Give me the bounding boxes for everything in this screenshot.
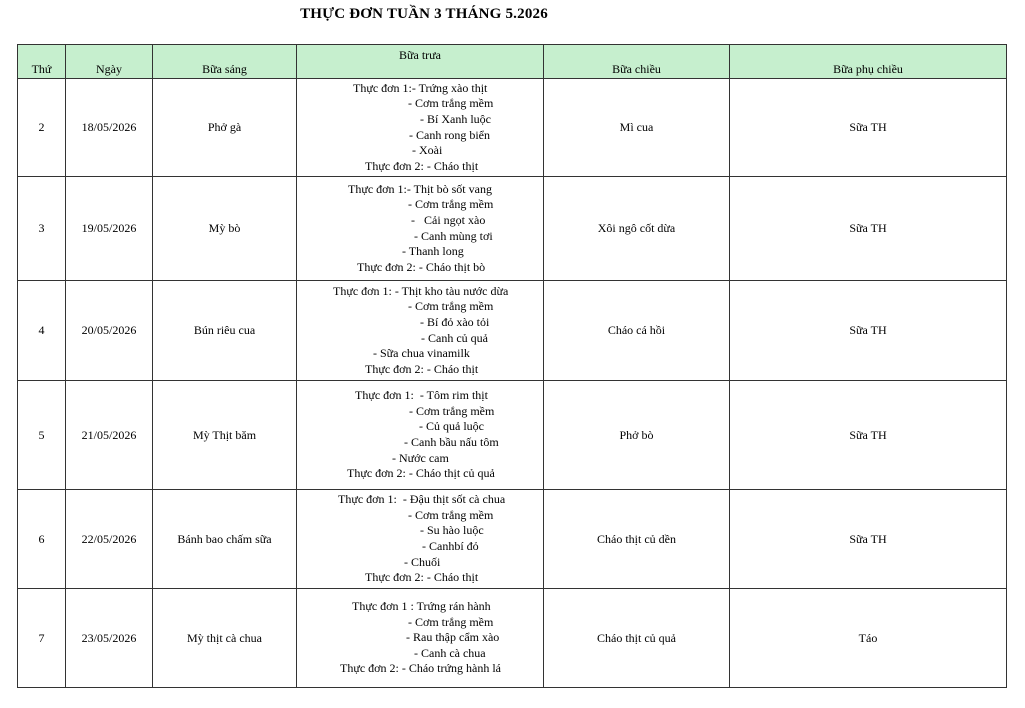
day-cell: 3 [18,177,66,281]
lunch-line: - Rau thập cẩm xào [406,630,500,645]
lunch-line: Thực đơn 2: - Cháo thịt bò [357,259,486,274]
table-row [18,381,1007,490]
weekly-menu-table [17,44,1007,688]
lunch-line: Thực đơn 1: - Tôm rim thịt [355,388,488,403]
lunch-line: - Bí Xanh luộc [420,111,491,126]
date-cell: 23/05/2026 [66,589,153,688]
lunch-cell [297,589,544,688]
header-snack: Bữa phụ chiều [730,45,1007,79]
table-row [18,177,1007,281]
date-cell: 18/05/2026 [66,79,153,177]
lunch-line: - Cơm trắng mềm [409,403,495,418]
snack-cell: Sữa TH [730,381,1007,490]
lunch-line: Thực đơn 2: - Cháo trứng hành lá [340,661,501,676]
table-row [18,490,1007,589]
snack-cell: Sữa TH [730,177,1007,281]
lunch-line: - Củ quả luộc [419,419,484,434]
date-cell: 19/05/2026 [66,177,153,281]
header-date: Ngày [66,45,153,79]
lunch-line: - Su hào luộc [420,523,484,538]
day-cell: 4 [18,281,66,381]
lunch-line: - Canh củ quả [421,330,488,345]
day-cell: 6 [18,490,66,589]
afternoon-cell: Cháo thịt củ quả [544,589,730,688]
afternoon-cell: Cháo cá hồi [544,281,730,381]
day-cell: 2 [18,79,66,177]
table-row [18,589,1007,688]
lunch-cell [297,281,544,381]
lunch-line: - Cơm trắng mềm [408,197,494,212]
lunch-line: - Nước cam [392,450,449,465]
breakfast-cell: Bánh bao chấm sữa [153,490,297,589]
lunch-line: - Chuối [404,554,441,569]
lunch-cell [297,490,544,589]
breakfast-cell: Mỳ Thịt băm [153,381,297,490]
page-title: THỰC ĐƠN TUẦN 3 THÁNG 5.2026 [300,6,548,22]
day-cell: 7 [18,589,66,688]
afternoon-cell: Xôi ngô cốt dừa [544,177,730,281]
lunch-line: - Bí đỏ xào tỏi [420,314,490,329]
lunch-line: Thực đơn 2: - Cháo thịt [365,361,479,376]
header-lunch: Bữa trưa [297,45,544,79]
header-breakfast: Bữa sáng [153,45,297,79]
breakfast-cell: Mỳ bò [153,177,297,281]
lunch-line: Thực đơn 1: - Thịt kho tàu nước dừa [333,283,509,298]
lunch-line: - Cơm trắng mềm [408,96,494,111]
date-cell: 21/05/2026 [66,381,153,490]
afternoon-cell: Phở bò [544,381,730,490]
date-cell: 20/05/2026 [66,281,153,381]
lunch-line: - Xoài [412,143,443,158]
lunch-line: Thực đơn 2: - Cháo thịt [365,570,479,585]
snack-cell: Sữa TH [730,79,1007,177]
lunch-line: Thực đơn 1 : Trứng rán hành [352,599,491,614]
lunch-cell [297,381,544,490]
lunch-line: - Sữa chua vinamilk [373,346,470,361]
lunch-line: Thực đơn 1:- Thịt bò sốt vang [348,181,492,196]
table-row [18,281,1007,381]
lunch-line: - Canh bầu nấu tôm [404,435,499,449]
breakfast-cell: Phở gà [153,79,297,177]
lunch-line: Thực đơn 2: - Cháo thịt củ quả [347,466,495,481]
lunch-line: Thực đơn 1: - Đậu thịt sốt cà chua [338,492,506,507]
afternoon-cell: Mì cua [544,79,730,177]
lunch-line: - Cơm trắng mềm [408,614,494,629]
day-cell: 5 [18,381,66,490]
lunch-line: Thực đơn 2: - Cháo thịt [365,158,479,173]
lunch-line: - Cơm trắng mềm [408,507,494,522]
snack-cell: Sữa TH [730,490,1007,589]
lunch-line: - Canh rong biển [409,127,490,142]
table-header-row [18,45,1007,79]
breakfast-cell: Mỳ thịt cà chua [153,589,297,688]
lunch-line: - Canhbí đỏ [422,539,479,553]
snack-cell: Táo [730,589,1007,688]
lunch-line: Thực đơn 1:- Trứng xào thịt [353,80,488,95]
header-day: Thứ [18,45,66,79]
snack-cell: Sữa TH [730,281,1007,381]
header-afternoon: Bữa chiều [544,45,730,79]
lunch-cell [297,79,544,177]
lunch-line: - Canh cà chua [414,645,486,660]
afternoon-cell: Cháo thịt củ dền [544,490,730,589]
lunch-line: - Canh mùng tơi [414,228,493,243]
date-cell: 22/05/2026 [66,490,153,589]
lunch-line: - Cơm trắng mềm [408,299,494,314]
lunch-cell [297,177,544,281]
lunch-line: - Cải ngọt xào [411,212,486,227]
lunch-line: - Thanh long [402,244,464,259]
breakfast-cell: Bún riêu cua [153,281,297,381]
table-row [18,79,1007,177]
